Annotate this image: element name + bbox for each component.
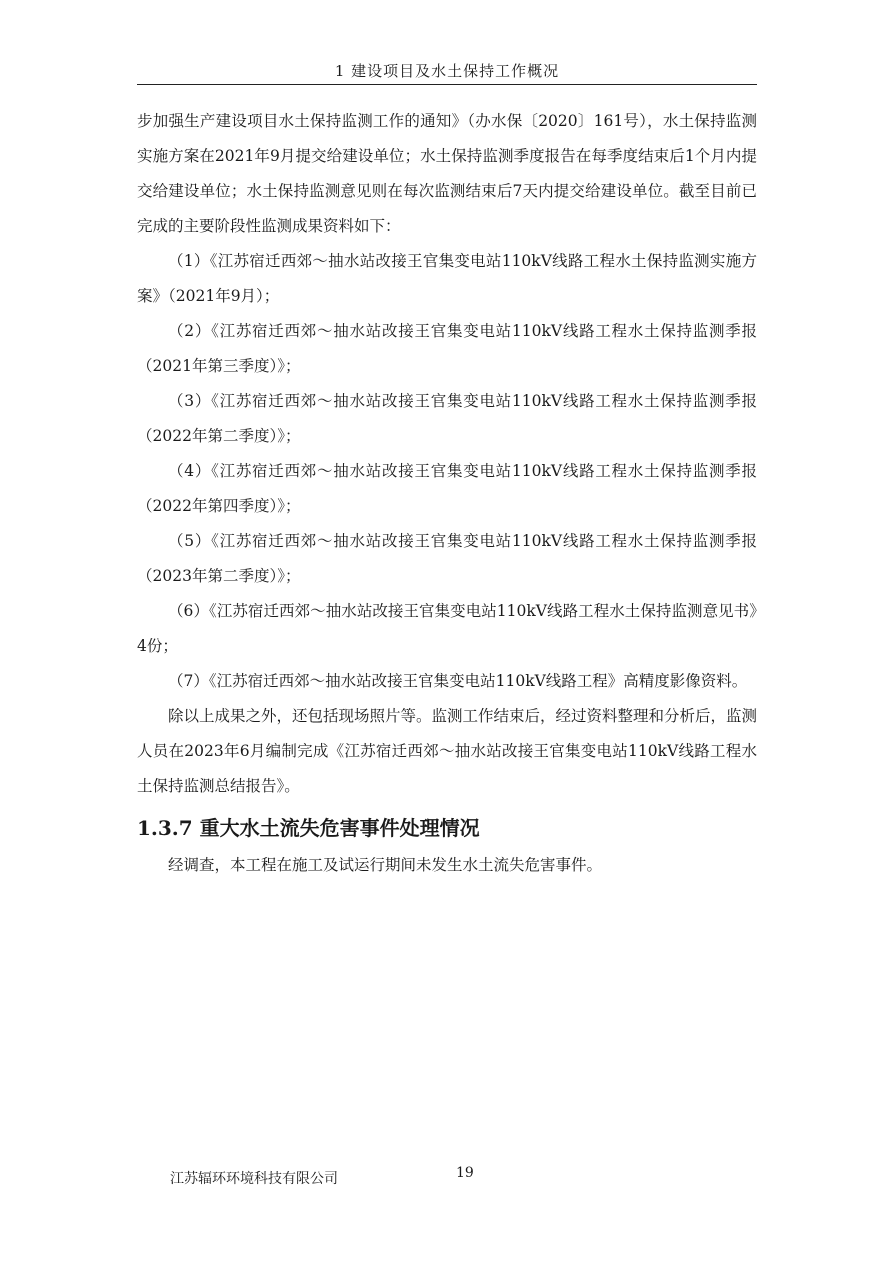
header-rule [137,84,757,85]
running-header: 1 建设项目及水土保持工作概况 [334,62,560,80]
list-item: （4）《江苏宿迁西郊～抽水站改接王官集变电站110kV线路工程水土保持监测季报（2022年第四季度）》； [137,462,757,515]
list-item: （2）《江苏宿迁西郊～抽水站改接王官集变电站110kV线路工程水土保持监测季报（2021年第三季度）》； [137,322,757,375]
list-item: （7）《江苏宿迁西郊～抽水站改接王官集变电站110kV线路工程》高精度影像资料。 [168,672,748,690]
list-item: （6）《江苏宿迁西郊～抽水站改接王官集变电站110kV线路工程水土保持监测意见书》4份； [137,602,757,655]
section-paragraph: 经调查，本工程在施工及试运行期间未发生水土流失危害事件。 [168,856,603,874]
paragraph-continued: 步加强生产建设项目水土保持监测工作的通知》（办水保〔2020〕161号），水土保持监测实施方案在2021年9月提交给建设单位；水土保持监测季度报告在每季度结束后1个月内提交给建设单位；水土保持监测意见则在每次监测结束后7天内提交给建设单位。截至目前已完成的主要阶段性监测成果资料如下： [137,112,757,235]
footer-company: 江苏辐环环境科技有限公司 [170,1171,338,1187]
page-number: 19 [456,1165,474,1181]
section-heading: 1.3.7 重大水土流失危害事件处理情况 [137,816,480,840]
list-item: （3）《江苏宿迁西郊～抽水站改接王官集变电站110kV线路工程水土保持监测季报（2022年第二季度）》； [137,392,757,445]
list-item: （1）《江苏宿迁西郊～抽水站改接王官集变电站110kV线路工程水土保持监测实施方案》（2021年9月）； [137,252,757,305]
paragraph-results: 除以上成果之外，还包括现场照片等。监测工作结束后，经过资料整理和分析后，监测人员在2023年6月编制完成《江苏宿迁西郊～抽水站改接王官集变电站110kV线路工程水土保持监测总结报告》。 [137,707,758,795]
list-item: （5）《江苏宿迁西郊～抽水站改接王官集变电站110kV线路工程水土保持监测季报（2023年第二季度）》； [137,532,757,585]
document-body [137,104,757,883]
